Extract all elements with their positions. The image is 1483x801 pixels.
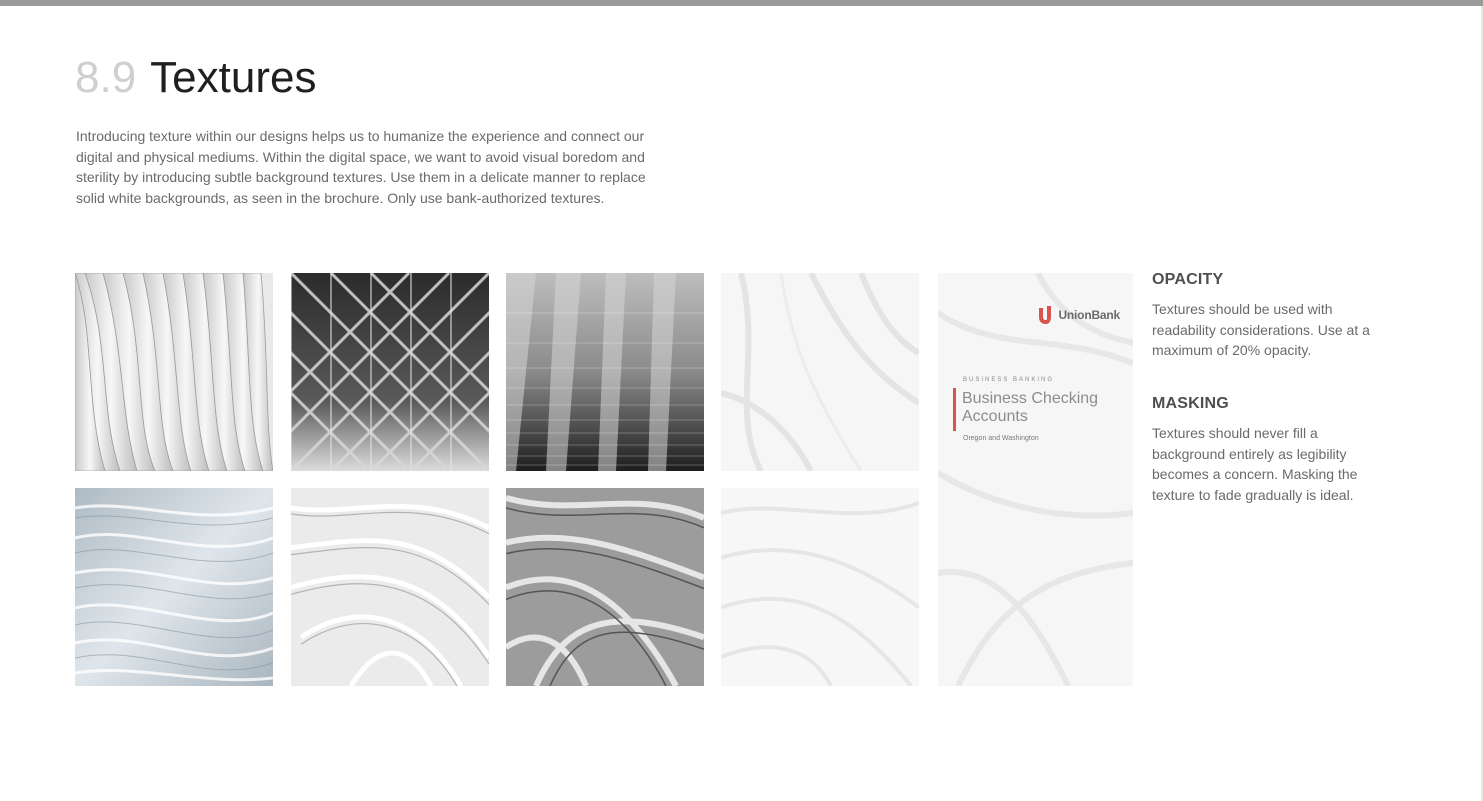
brochure-title: Business Checking Accounts (962, 390, 1099, 425)
texture-image-faint-arcs (721, 488, 919, 687)
texture-image-white-fins (75, 273, 273, 471)
top-rule (0, 0, 1483, 6)
texture-image-gray-facade (506, 273, 704, 471)
texture-image-faint-folds (721, 273, 919, 471)
section-number: 8.9 (75, 53, 137, 102)
brochure-eyebrow: BUSINESS BANKING (963, 377, 1055, 383)
unionbank-logo-icon (1038, 306, 1054, 324)
opacity-guideline (1152, 271, 1392, 361)
logo-text: UnionBank (1058, 308, 1120, 322)
masking-guideline (1152, 395, 1392, 505)
opacity-body: Textures should be used with readability considerations. Use at a maximum of 20% opacity. (1152, 301, 1370, 358)
brochure-texture (938, 273, 1133, 686)
brochure-subtitle: Oregon and Washington (963, 435, 1039, 442)
texture-image-blue-waves (75, 488, 274, 687)
section-title: Textures (150, 53, 317, 102)
masking-heading: MASKING (1152, 395, 1229, 412)
brochure-accent-bar (953, 388, 956, 431)
intro-paragraph: Introducing texture within our designs helps us to humanize the experience and connect our digital and physical mediums. Within the digital space, we want to avoid visual boredom and sterility by introducing subtle background textures. Use them in a delicate manner to replace solid white backgrounds, as seen in the brochure. Only use bank-authorized textures. (76, 128, 646, 206)
masking-body: Textures should never fill a background entirely as legibility becomes a concern. Masking the texture to fade gradually is ideal. (1152, 425, 1358, 503)
texture-image-gray-arcs (506, 488, 704, 687)
opacity-heading: OPACITY (1152, 271, 1224, 288)
section-heading (75, 52, 316, 104)
brand-logo (1038, 306, 1120, 324)
texture-image-dark-lattice (291, 273, 489, 471)
brochure-mockup (938, 273, 1133, 686)
texture-image-white-arcs (291, 488, 489, 687)
